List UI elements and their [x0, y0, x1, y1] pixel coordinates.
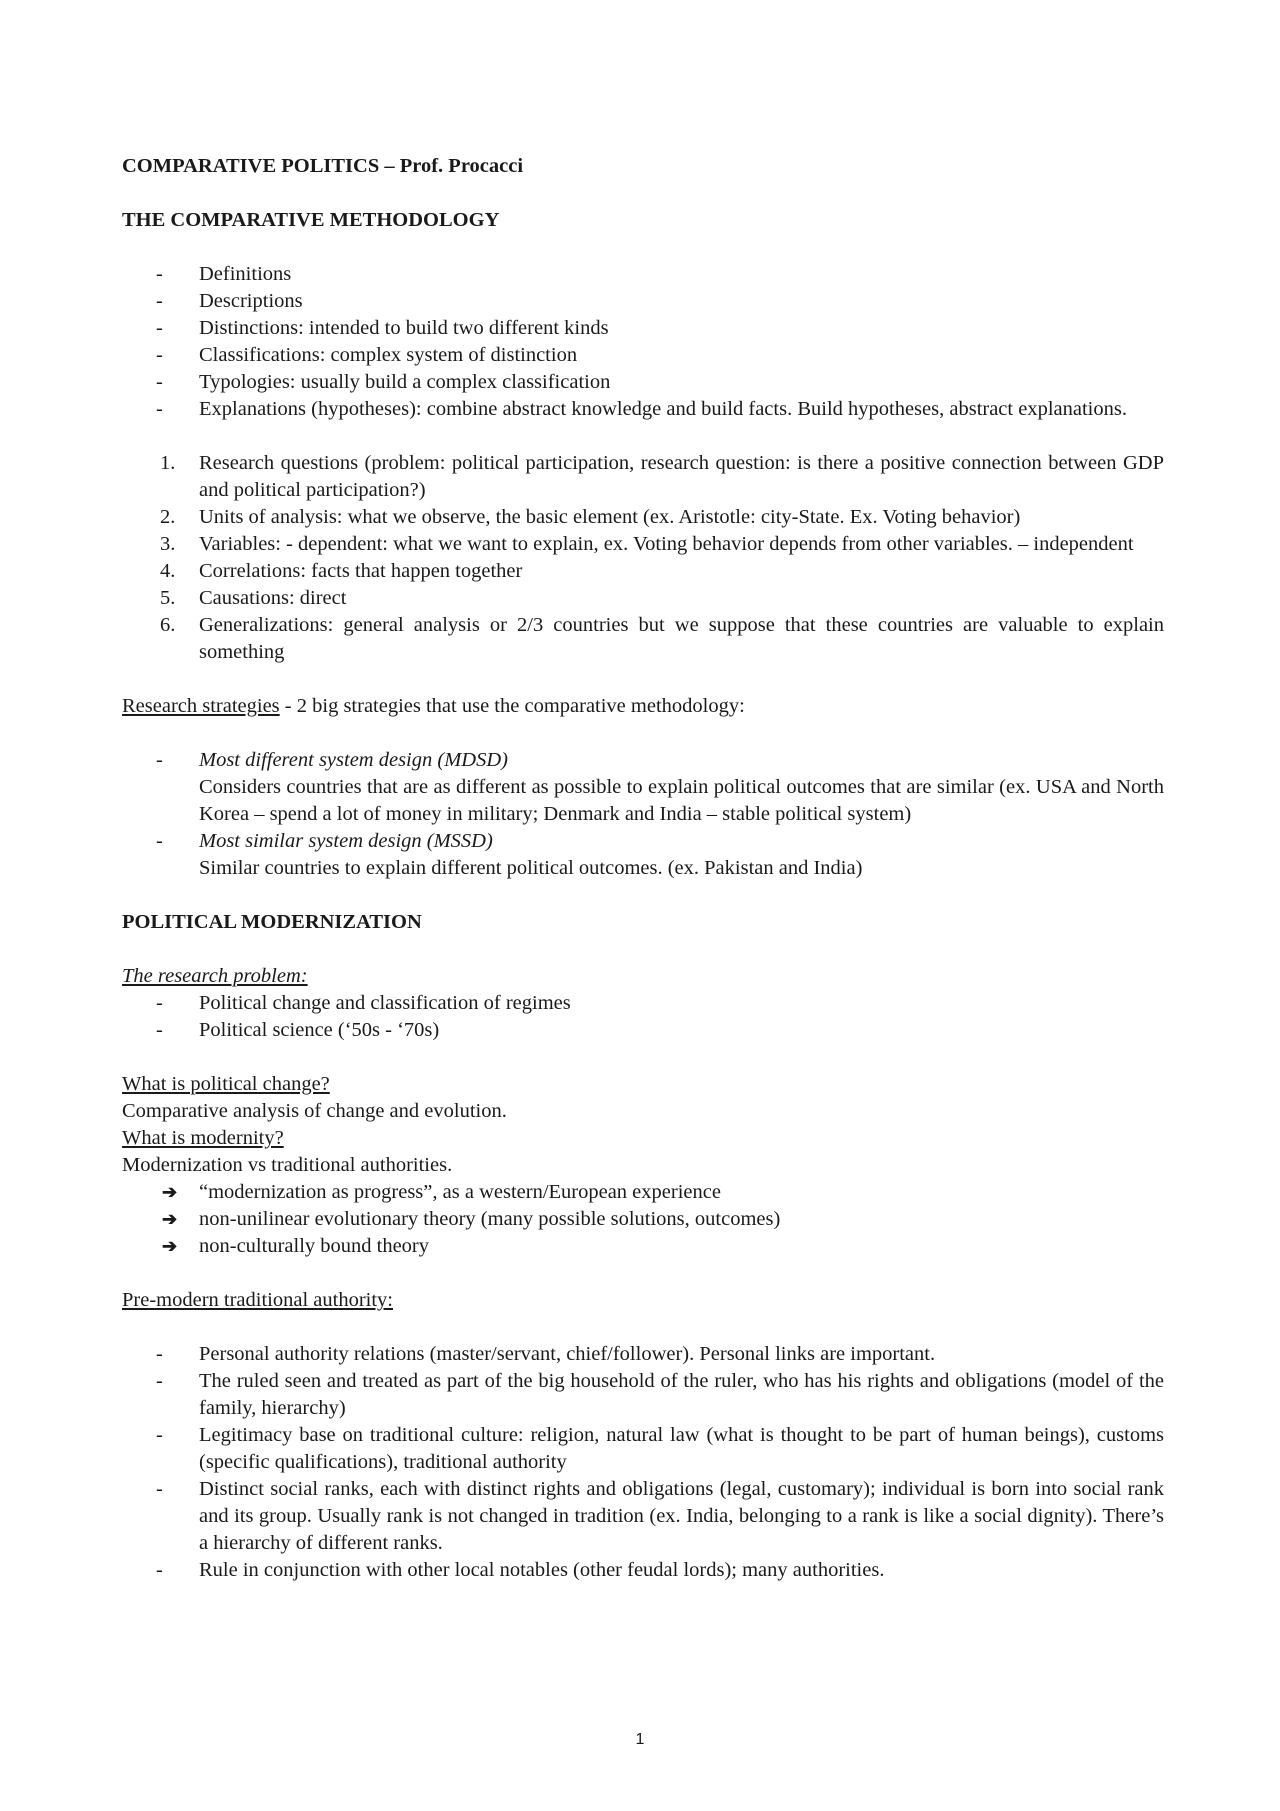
strategy-desc: Considers countries that are as different as possible to explain political outcomes that are similar (ex. USA and North Korea – spend a lot of money in military; Denmark and India – stable political system) — [199, 776, 1164, 825]
premodern-authority-list — [122, 1341, 1164, 1584]
dash-marker: - — [156, 1424, 163, 1446]
arrow-right-icon: ➔ — [162, 1209, 178, 1229]
dash-marker: - — [156, 830, 163, 852]
research-problem-label: The research problem: — [122, 965, 308, 987]
section-heading-modernization: POLITICAL MODERNIZATION — [122, 911, 422, 933]
list-item: 3. Variables: - dependent: what we want to explain, ex. Voting behavior depends from other variables. – independent — [160, 533, 1134, 555]
list-item: - Political change and classification of regimes — [122, 990, 1164, 1017]
section-heading-methodology: THE COMPARATIVE METHODOLOGY — [122, 209, 500, 231]
arrow-list — [122, 1179, 1164, 1260]
dash-marker: - — [156, 1370, 163, 1392]
list-item: - Explanations (hypotheses): combine abstract knowledge and build facts. Build hypotheses, abstract explanations. — [122, 396, 1164, 423]
page-number: 1 — [635, 1731, 645, 1748]
arrow-right-icon: ➔ — [162, 1182, 178, 1202]
list-item: 2. Units of analysis: what we observe, the basic element (ex. Aristotle: city-State. Ex. Voting behavior) — [160, 506, 1021, 528]
dash-marker: - — [156, 398, 163, 420]
list-item: - Definitions — [122, 261, 1164, 288]
list-item: - Classifications: complex system of distinction — [122, 342, 1164, 369]
arrow-right-icon: ➔ — [162, 1236, 178, 1256]
document-body — [122, 153, 1164, 1584]
list-item: - The ruled seen and treated as part of the big household of the ruler, who has his rights and obligations (model of the family, hierarchy) — [156, 1370, 1164, 1419]
dash-marker: - — [156, 992, 163, 1014]
modernity-answer: Modernization vs traditional authorities. — [122, 1154, 453, 1176]
research-strategies-label: Research strategies — [122, 695, 280, 717]
dash-marker: - — [156, 344, 163, 366]
list-item: - Political science (‘50s - ‘70s) — [122, 1017, 1164, 1044]
document-title: COMPARATIVE POLITICS – Prof. Procacci — [122, 155, 524, 177]
list-item: - Distinctions: intended to build two different kinds — [122, 315, 1164, 342]
dash-marker: - — [156, 371, 163, 393]
dash-marker: - — [156, 317, 163, 339]
list-item: - Legitimacy base on traditional culture: religion, natural law (what is thought to be part of human beings), customs (specific qualifications), traditional authority — [156, 1424, 1164, 1473]
list-item: ➔ “modernization as progress”, as a western/European experience — [122, 1179, 1164, 1206]
list-item — [122, 828, 1164, 882]
modernity-question: What is modernity? — [122, 1127, 284, 1149]
list-item: 5. Causations: direct — [160, 587, 347, 609]
strategy-name: Most different system design (MDSD) — [199, 749, 508, 771]
strategy-desc: Similar countries to explain different political outcomes. (ex. Pakistan and India) — [199, 857, 863, 879]
dash-marker: - — [156, 1559, 163, 1581]
list-item: - Rule in conjunction with other local notables (other feudal lords); many authorities. — [122, 1557, 1164, 1584]
political-change-question: What is political change? — [122, 1073, 330, 1095]
dash-marker: - — [156, 263, 163, 285]
list-item: 1. Research questions (problem: political participation, research question: is there a positive connection between GDP and political participation?) — [160, 452, 1164, 501]
methodology-numbered-list — [122, 450, 1164, 666]
dash-marker: - — [156, 290, 163, 312]
dash-marker: - — [156, 1478, 163, 1500]
list-item: - Distinct social ranks, each with distinct rights and obligations (legal, customary); individual is born into social rank and its group. Usually rank is not changed in tradition (ex. India, belonging to a rank is like a social dignity). There’s a hierarchy of different ranks. — [156, 1478, 1164, 1554]
dash-marker: - — [156, 1343, 163, 1365]
list-item: - Descriptions — [122, 288, 1164, 315]
dash-marker: - — [156, 749, 163, 771]
list-item: - Typologies: usually build a complex classification — [122, 369, 1164, 396]
research-problem-list — [122, 990, 1164, 1044]
list-item: 4. Correlations: facts that happen together — [160, 560, 523, 582]
strategy-name: Most similar system design (MSSD) — [199, 830, 493, 852]
premodern-authority-label: Pre-modern traditional authority: — [122, 1289, 393, 1311]
dash-marker: - — [156, 1019, 163, 1041]
research-strategies-intro: Research strategies - 2 big strategies that use the comparative methodology: — [122, 695, 745, 717]
list-item — [122, 747, 1164, 828]
list-item: ➔ non-culturally bound theory — [122, 1233, 1164, 1260]
methodology-bullet-list — [122, 261, 1164, 423]
list-item: - Personal authority relations (master/servant, chief/follower). Personal links are important. — [122, 1341, 1164, 1368]
political-change-answer: Comparative analysis of change and evolution. — [122, 1100, 507, 1122]
strategies-list — [122, 747, 1164, 882]
list-item: ➔ non-unilinear evolutionary theory (many possible solutions, outcomes) — [122, 1206, 1164, 1233]
list-item: 6. Generalizations: general analysis or 2/3 countries but we suppose that these countries are valuable to explain something — [160, 614, 1164, 663]
